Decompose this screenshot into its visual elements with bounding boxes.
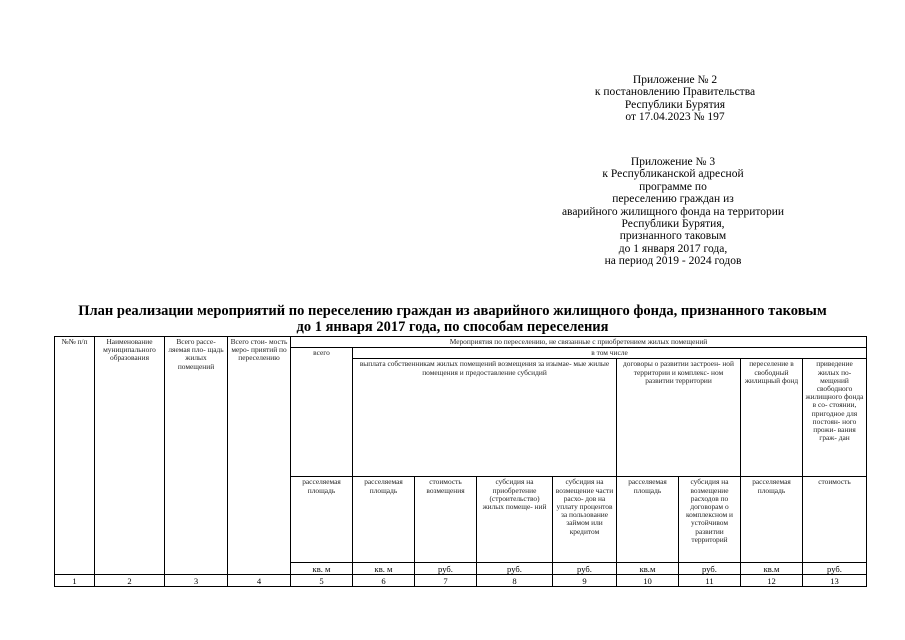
column-number: 4 <box>228 575 291 587</box>
header-sub-total: всего <box>291 348 353 477</box>
column-numbers-row <box>55 575 867 587</box>
unit-cell: руб. <box>477 563 553 575</box>
column-number: 1 <box>55 575 95 587</box>
unit-cell: руб. <box>679 563 741 575</box>
header-sub-area-free: расселяемая площадь <box>741 477 803 563</box>
unit-cell: кв. м <box>353 563 415 575</box>
appendix-3-line-2: к Республиканской адресной <box>602 168 744 181</box>
appendix-2-line-1: Приложение № 2 <box>632 74 718 86</box>
header-group-bringing: приведение жилых по- мещений свободного жилищного фонда в со- стоянии, пригодное для постоян- ного прожи- вания граж- дан <box>803 359 867 477</box>
appendix-3-line-9: на период 2019 - 2024 годов <box>604 255 742 268</box>
header-col-no: №№ п/п <box>55 337 95 575</box>
appendix-3-block <box>520 156 826 268</box>
column-number: 11 <box>679 575 741 587</box>
header-group-not-acquisition: Мероприятия по переселению, не связанные с приобретением жилых помещений <box>291 337 867 348</box>
header-group-development: договоры о развитии застроен- ной территории и комплекс- ном развитии территории <box>617 359 741 477</box>
header-sub-including: в том числе <box>353 348 867 359</box>
document-title-line-1: План реализации мероприятий по переселению граждан из аварийного жилищного фонда, признанного таковым <box>78 303 827 319</box>
appendix-3-line-8: до 1 января 2017 года, <box>618 242 728 255</box>
column-number: 10 <box>617 575 679 587</box>
appendix-3-line-3: программе по <box>639 180 707 193</box>
document-title-line-2: до 1 января 2017 года, по способам переселения <box>296 319 609 335</box>
header-sub-area-payment: расселяемая площадь <box>353 477 415 563</box>
appendix-3-line-5: аварийного жилищного фонда на территории <box>561 205 785 218</box>
header-sub-subsidy-development: субсидия на возмещение расходов по договорам о комплексном и устойчивом развитии территорий <box>679 477 741 563</box>
unit-cell: кв. м <box>291 563 353 575</box>
unit-cell: кв.м <box>741 563 803 575</box>
appendix-2-line-3: Республики Бурятия <box>624 98 726 111</box>
appendix-3-line-1: Приложение № 3 <box>630 156 716 168</box>
unit-cell: руб. <box>803 563 867 575</box>
unit-cell: руб. <box>415 563 477 575</box>
unit-cell: руб. <box>553 563 617 575</box>
column-number: 12 <box>741 575 803 587</box>
document-title <box>40 303 865 335</box>
column-number: 2 <box>95 575 165 587</box>
appendix-2-block <box>560 74 790 124</box>
column-number: 5 <box>291 575 353 587</box>
header-col-municipality: Наименование муниципального образования <box>95 337 165 575</box>
header-sub-subsidy-purchase: субсидия на приобретение (строительство) жилых помеще- ний <box>477 477 553 563</box>
header-sub-area-development: расселяемая площадь <box>617 477 679 563</box>
header-row-1 <box>55 337 867 348</box>
column-number: 13 <box>803 575 867 587</box>
column-number: 8 <box>477 575 553 587</box>
column-number: 9 <box>553 575 617 587</box>
header-sub-cost-compensation: стоимость возмещения <box>415 477 477 563</box>
header-sub-area-total: расселяемая площадь <box>291 477 353 563</box>
plan-table <box>54 336 867 587</box>
header-col-total-area: Всего рассе- ляемая пло- щадь жилых помещений <box>165 337 228 575</box>
header-col-total-cost: Всего стои- мость меро- приятий по переселению <box>228 337 291 575</box>
header-sub-subsidy-interest: субсидия на возмещение части расхо- дов на уплату процентов за пользование займом или кредитом <box>553 477 617 563</box>
unit-cell: кв.м <box>617 563 679 575</box>
header-group-payment: выплата собственникам жилых помещений возмещения за изымае- мые жилые помещения и предоставление субсидий <box>353 359 617 477</box>
column-number: 3 <box>165 575 228 587</box>
column-number: 7 <box>415 575 477 587</box>
appendix-3-line-4: переселению граждан из <box>612 193 734 206</box>
appendix-3-line-7: признанного таковым <box>619 230 727 243</box>
appendix-3-line-6: Республики Бурятия, <box>621 218 725 231</box>
appendix-2-line-4: от 17.04.2023 № 197 <box>625 111 725 124</box>
header-group-free-fund: переселение в свободный жилищный фонд <box>741 359 803 477</box>
appendix-2-line-2: к постановлению Правительства <box>594 86 756 99</box>
column-number: 6 <box>353 575 415 587</box>
header-sub-cost-bringing: стоимость <box>803 477 867 563</box>
